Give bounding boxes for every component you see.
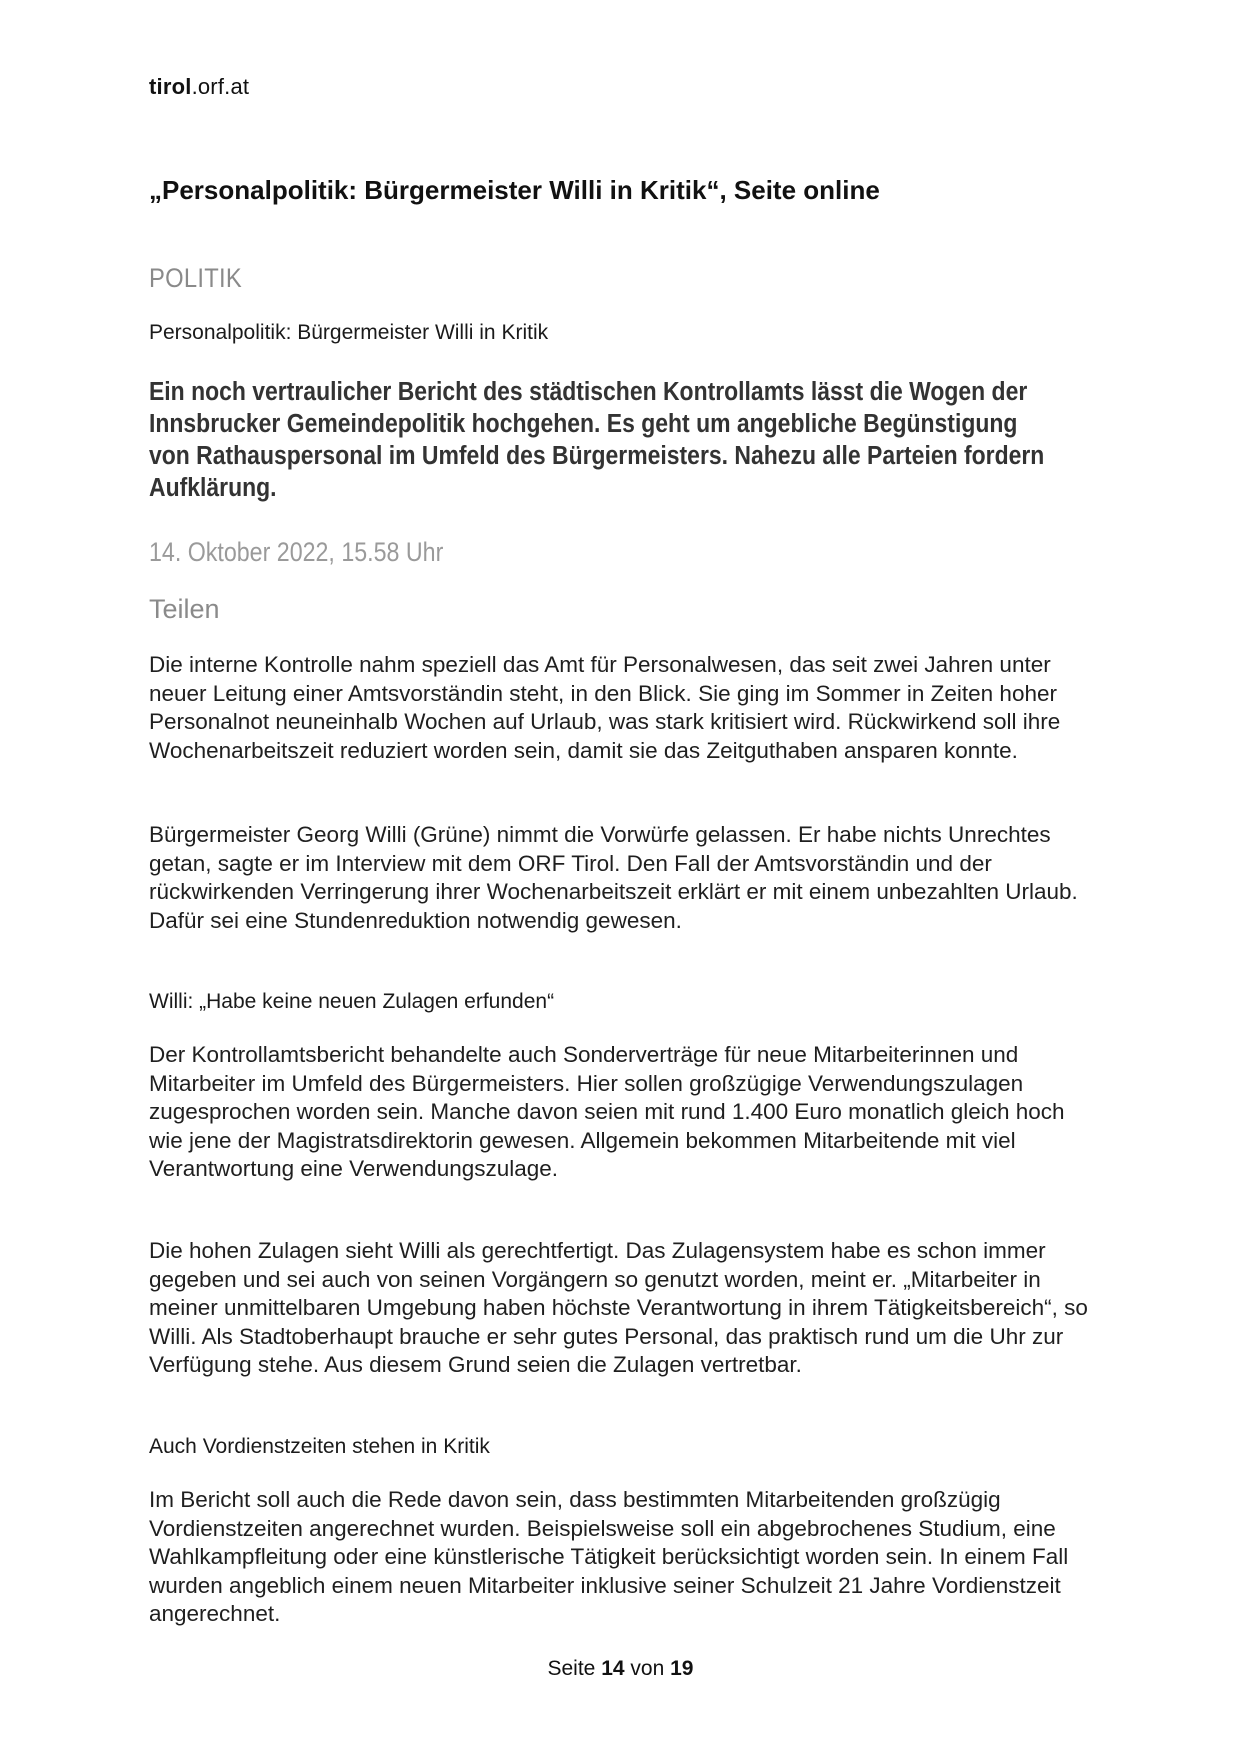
page-prefix: Seite: [547, 1657, 596, 1680]
page-footer: [0, 1657, 1241, 1681]
document-title: „Personalpolitik: Bürgermeister Willi in Kritik“, Seite online: [149, 175, 880, 205]
paragraph-1: Die interne Kontrolle nahm speziell das Amt für Personalwesen, das seit zwei Jahren unter neuer Leitung einer Amtsvorständin steht, in den Blick. Sie ging im Sommer in Zeiten hoher Personalnot neuneinhalb Wochen auf Urlaub, was stark kritisiert wird. Rückwirkend soll ihre Wochenarbeitszeit reduziert worden sein, damit sie das Zeitguthaben ansparen konnte.: [149, 652, 1061, 763]
article-date: 14. Oktober 2022, 15.58 Uhr: [149, 537, 444, 567]
paragraph-2: Bürgermeister Georg Willi (Grüne) nimmt die Vorwürfe gelassen. Er habe nichts Unrechtes getan, sagte er im Interview mit dem ORF Tirol. Den Fall der Amtsvorständin und der rückwirkenden Verringerung ihrer Wochenarbeitszeit erklärt er mit einem unbezahlten Urlaub. Dafür sei eine Stundenreduktion notwendig gewesen.: [149, 822, 1078, 933]
article-lead: Ein noch vertraulicher Bericht des städtischen Kontrollamts lässt die Wogen der Innsbrucker Gemeindepolitik hochgehen. Es geht um angebliche Begünstigung von Rathauspersonal im Umfeld des Bürgermeisters. Nahezu alle Parteien fordern Aufklärung.: [149, 378, 1045, 502]
total-pages-number: 19: [670, 1657, 694, 1680]
paragraph-5: Im Bericht soll auch die Rede davon sein, dass bestimmten Mitarbeitenden großzügig Vordienstzeiten angerechnet wurden. Beispielsweise soll ein abgebrochenes Studium, eine Wahlkampfleitung oder eine künstlerische Tätigkeit berücksichtigt worden sein. In einem Fall wurden angeblich einem neuen Mitarbeiter inklusive seiner Schulzeit 21 Jahre Vordienstzeit angerechnet.: [149, 1487, 1069, 1627]
article-subtitle: Personalpolitik: Bürgermeister Willi in Kritik: [149, 321, 549, 344]
source-site-bold: tirol: [149, 74, 192, 99]
paragraph-4: Die hohen Zulagen sieht Willi als gerechtfertigt. Das Zulagensystem habe es schon immer gegeben und sei auch von seinen Vorgängern so genutzt worden, meint er. „Mitarbeiter in meiner unmittelbaren Umgebung haben höchste Verantwortung in ihrem Tätigkeitsbereich“, so Willi. Als Stadtoberhaupt brauche er sehr gutes Personal, das praktisch rund um die Uhr zur Verfügung stehe. Aus diesem Grund seien die Zulagen vertretbar.: [149, 1238, 1088, 1378]
subheading-2: Auch Vordienstzeiten stehen in Kritik: [149, 1435, 490, 1458]
share-link[interactable]: Teilen: [149, 594, 220, 624]
current-page-number: 14: [601, 1657, 625, 1680]
paragraph-3: Der Kontrollamtsbericht behandelte auch Sonderverträge für neue Mitarbeiterinnen und Mitarbeiter im Umfeld des Bürgermeisters. Hier sollen großzügige Verwendungszulagen zugesprochen worden sein. Manche davon seien mit rund 1.400 Euro monatlich gleich hoch wie jene der Magistratsdirektorin gewesen. Allgemein bekommen Mitarbeitende mit viel Verantwortung eine Verwendungszulage.: [149, 1042, 1065, 1182]
subheading-1: Willi: „Habe keine neuen Zulagen erfunden“: [149, 990, 555, 1013]
section-label: POLITIK: [149, 263, 242, 293]
page-separator: von: [630, 1657, 665, 1680]
source-site: [149, 74, 249, 100]
source-site-domain: .orf.at: [191, 74, 250, 99]
